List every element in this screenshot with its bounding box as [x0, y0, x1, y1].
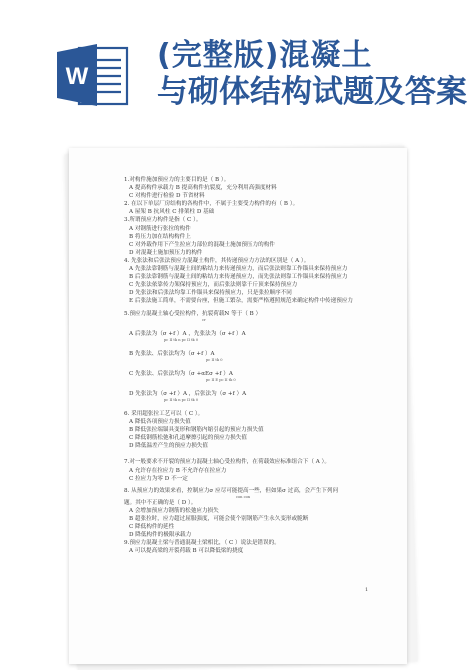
option: A 会增加预应力钢筋的松弛应力损失: [129, 507, 219, 514]
option: A 降低各项预应力损失值: [129, 419, 191, 426]
question-text: 2. 在以下单层厂房结构的各构件中，不属于主要受力构件的有（ B ）。: [124, 201, 299, 208]
subscript: cr: [202, 317, 206, 322]
question-7: [124, 458, 394, 482]
option: A 对钢筋进行张拉的构件: [129, 225, 191, 232]
question-options: A 允许存在拉应力 B 不允许存在拉应力: [129, 467, 227, 474]
subscript: pc II E pc II tk 0: [206, 377, 236, 382]
document-title-line-2: 与砌体结构试题及答案: [157, 74, 467, 110]
option: B 将压力加在结构构件上: [129, 233, 191, 240]
question-6: [124, 410, 394, 450]
page-number: 1: [365, 587, 369, 593]
option: A 后张法为（σ +f ）A ，先张法为（σ +f ）A: [129, 330, 246, 337]
subscript: pc II tk n pc II tk 0: [164, 397, 199, 402]
option: C 先张法、后张法均为（σ +αEσ +f ）A: [129, 370, 233, 377]
option: B 降低张拉端锚具变形和钢筋内缩引起的预应力损失值: [129, 427, 264, 434]
question-4: [124, 257, 394, 306]
question-options: A 可以提高梁的开裂荷载 B 可以降低梁的挠度: [129, 548, 244, 555]
option: B 先张法、后张法均为（σ +f ）A: [129, 350, 215, 357]
page-header: [0, 0, 474, 120]
option: B 后张法靠钢筋与混凝土间的粘结力来传递预应力，而先张法则靠工作锚具来保持预应力: [129, 274, 348, 281]
question-text: 5.预应力混凝土轴心受拉构件，抗裂荷载N 等于（ B ）: [124, 310, 262, 317]
word-logo-letter: W: [65, 63, 89, 90]
question-text: 3.所谓预应力构件是指（ C ）。: [124, 217, 202, 224]
option: D 先张法和后张法均靠工作锚具来保持预应力，只是张拉顺序不同: [129, 290, 292, 297]
question-9: [124, 539, 394, 555]
option: D 先张法为（σ +f ）A ，后张法为（σ +f ）A: [129, 390, 247, 397]
option: C 先张法依靠传力架保持预应力，而后张法则靠千斤顶来保持预应力: [129, 282, 298, 289]
question-text: 9.预应力混凝土梁与普通混凝土梁相比，（ C ）说法是错误的。: [124, 540, 280, 547]
option: B 超张拉时，应力超过屈服强度，可能会使个别钢筋产生永久变形或脆断: [129, 516, 309, 522]
question-text: 6. 采用超张拉工艺可以（ C ）。: [124, 410, 204, 417]
question-1: [124, 176, 394, 200]
option: D 对混凝土施加预压力的构件: [129, 249, 203, 256]
document-body: [124, 176, 394, 555]
option: C 降低钢筋松弛和孔道摩擦引起的预应力损失值: [129, 435, 247, 442]
option: D 降低构件的极限承载力: [129, 532, 192, 539]
option: C 降低构件的延性: [129, 524, 175, 531]
subscript: pc II tk n pc II tk 0: [164, 337, 199, 342]
question-text: 7.对一般要求不开裂的预应力混凝土轴心受拉构件，在荷载效应标准组合下（ A ）。: [124, 459, 330, 466]
question-options: C 拉应力为零 D 不一定: [129, 475, 188, 482]
option: A 先张法靠钢筋与混凝土间的粘结力来传递预应力，而后张法则靠工作锚具来保持预应力: [129, 266, 348, 273]
question-text: 4. 先张法和后张法预应力混凝土构件，其传递预应力方法的区别是（ A ）。: [124, 257, 310, 264]
document-title-line-1: (完整版)混凝土: [157, 38, 373, 73]
question-5: [124, 310, 394, 402]
question-3: [124, 216, 394, 256]
question-text: 8. 从预应力的效果来看，控制应力σ 应尽可能提高一些，但如果σ 过高，会产生下列问: [124, 487, 339, 494]
question-8: [124, 487, 394, 540]
subscript: pc II tk 0: [206, 357, 223, 362]
subscript: con con: [236, 494, 251, 499]
option: D 降低温差产生的预应力损失值: [129, 443, 208, 450]
question-options: C 对构件进行检验 D 节省材料: [129, 193, 205, 200]
question-options: A 屋架 B 抗风柱 C 排架柱 D 基础: [129, 209, 215, 216]
option: E 后张法施工简单，不需要台座，但施工繁杂，需要严格遵照规范来确定构件中传递预应力: [129, 298, 354, 305]
question-options: A 提高构件承载力 B 提高构件抗裂度，充分利用高强度材料: [129, 185, 277, 192]
option: C 对外载作用下产生拉应力部位的混凝土施加预压力的构件: [129, 241, 275, 248]
question-text: 1.对构件施加预应力的主要目的是（ B ）。: [124, 177, 230, 183]
question-text: 题。其中不正确的是（ D ）。: [124, 499, 197, 506]
question-2: [124, 200, 394, 216]
word-icon: [55, 40, 131, 110]
